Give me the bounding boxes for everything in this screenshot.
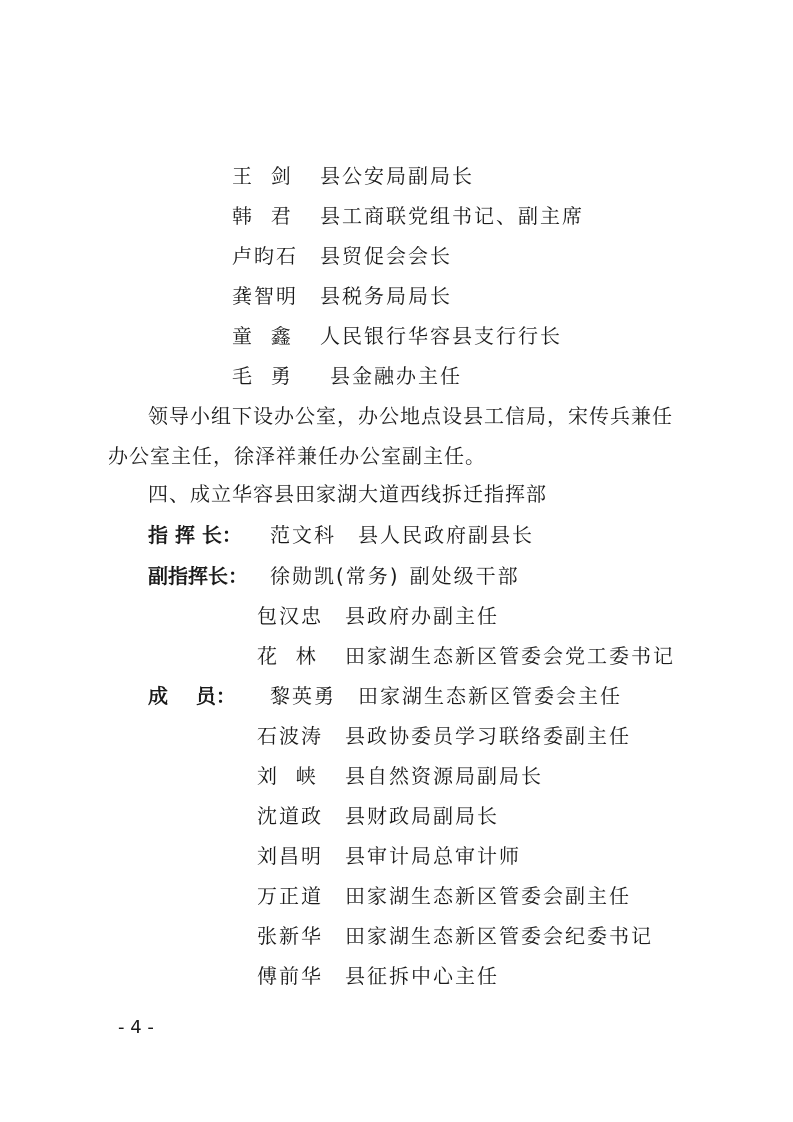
commander-role: 县人民政府副县长 (358, 523, 534, 547)
member-role: 县税务局局长 (320, 284, 452, 308)
commander-line (148, 522, 534, 548)
deputy-role: 田家湖生态新区管委会党工委书记 (345, 644, 675, 668)
member-role: 县审计局总审计师 (345, 844, 521, 868)
member-name: 刘昌明 (257, 844, 323, 868)
member-role: 县政协委员学习联络委副主任 (345, 724, 631, 748)
page-number: - 4 - (118, 1017, 154, 1038)
member-role: 田家湖生态新区管委会纪委书记 (345, 924, 653, 948)
members-line (257, 803, 499, 829)
member-name: 韩 君 (232, 204, 293, 228)
section-heading: 四、成立华容县田家湖大道西线拆迁指挥部 (148, 482, 547, 506)
member-name: 万正道 (257, 884, 323, 908)
members-line (257, 883, 631, 909)
member-role: 县公安局副局长 (320, 164, 474, 188)
member-role: 县财政局副局长 (345, 804, 499, 828)
deputy-line (148, 563, 520, 589)
deputy-name: 徐勋凯 (270, 564, 336, 588)
members-line (257, 723, 631, 749)
member-line (232, 323, 562, 349)
member-role: 县贸促会会长 (320, 244, 452, 268)
deputy-note: (常务) (336, 564, 400, 588)
member-name: 黎英勇 (270, 684, 336, 708)
member-line (232, 203, 584, 229)
member-name: 沈道政 (257, 804, 323, 828)
commander-name: 范文科 (270, 523, 336, 547)
member-role: 县征拆中心主任 (345, 964, 499, 988)
member-name: 毛 勇 (232, 364, 293, 388)
deputy-role: 副处级干部 (409, 564, 520, 588)
commander-label: 指 挥 长： (148, 523, 242, 547)
members-line (257, 963, 499, 989)
member-name: 龚智明 (232, 284, 298, 308)
deputy-name: 花 林 (257, 644, 318, 668)
deputy-role: 县政府办副主任 (345, 604, 499, 628)
member-name: 张新华 (257, 924, 323, 948)
deputy-line (257, 603, 499, 629)
members-line (148, 683, 622, 709)
member-line (232, 163, 474, 189)
member-role: 县工商联党组书记、副主席 (320, 204, 584, 228)
members-line (257, 923, 653, 949)
member-name: 傅前华 (257, 964, 323, 988)
deputy-line (257, 643, 675, 669)
member-name: 刘 峡 (257, 764, 318, 788)
member-line (232, 363, 462, 389)
member-role: 县自然资源局副局长 (345, 764, 543, 788)
member-line (232, 243, 452, 269)
members-line (257, 763, 543, 789)
member-role: 田家湖生态新区管委会主任 (358, 684, 622, 708)
members-line (257, 843, 521, 869)
member-name: 王 剑 (232, 164, 293, 188)
office-paragraph: 领导小组下设办公室，办公地点设县工信局，宋传兵兼任办公室主任，徐泽祥兼任办公室副主任。 (108, 404, 673, 468)
member-line (232, 283, 452, 309)
member-role: 人民银行华容县支行行长 (320, 324, 562, 348)
member-name: 石波涛 (257, 724, 323, 748)
member-name: 卢昀石 (232, 244, 298, 268)
member-role: 县金融办主任 (330, 364, 462, 388)
deputy-label: 副指挥长： (148, 564, 248, 588)
member-role: 田家湖生态新区管委会副主任 (345, 884, 631, 908)
deputy-name: 包汉忠 (257, 604, 323, 628)
members-label: 成 员： (148, 684, 236, 708)
member-name: 童 鑫 (232, 324, 293, 348)
